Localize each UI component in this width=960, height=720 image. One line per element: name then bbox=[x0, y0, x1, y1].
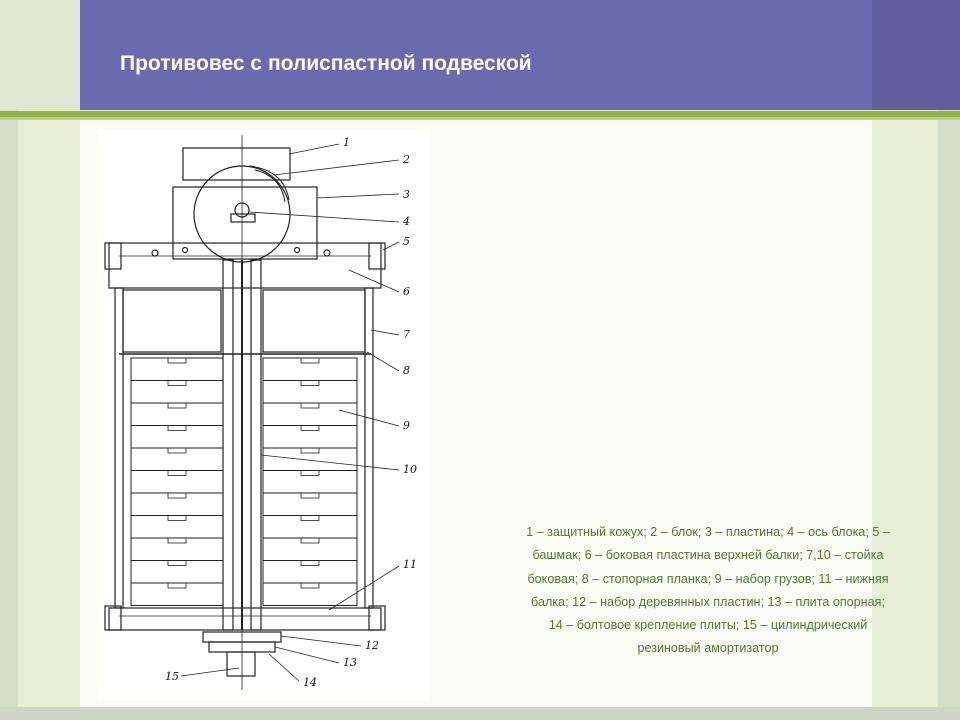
weight-plate-slot bbox=[168, 471, 186, 476]
weight-plate-slot bbox=[168, 583, 186, 588]
weight-plate bbox=[263, 426, 357, 449]
leader-line bbox=[261, 455, 399, 470]
leader-line bbox=[249, 212, 399, 222]
weight-plate bbox=[263, 471, 357, 494]
weight-plate bbox=[263, 403, 357, 426]
weight-plate-slot bbox=[168, 381, 186, 386]
weight-plate bbox=[131, 471, 223, 494]
diagram-label: 3 bbox=[403, 188, 410, 201]
weight-plate-slot bbox=[301, 538, 319, 543]
central-rod-left bbox=[223, 260, 233, 630]
weight-plate bbox=[263, 358, 357, 381]
diagram-label: 14 bbox=[303, 676, 317, 689]
leader-line bbox=[181, 668, 239, 676]
shoe-left-bottom bbox=[105, 606, 121, 630]
weight-plate bbox=[131, 561, 223, 584]
weight-plate bbox=[263, 538, 357, 561]
leader-line bbox=[371, 330, 399, 335]
weight-plate-slot bbox=[301, 358, 319, 363]
weight-plate-slot bbox=[168, 358, 186, 363]
diagram-label: 10 bbox=[403, 463, 417, 476]
header-left-block bbox=[0, 0, 80, 110]
leader-line bbox=[281, 636, 361, 646]
leader-line bbox=[367, 352, 399, 371]
weight-plate-slot bbox=[301, 381, 319, 386]
weight-plate bbox=[131, 403, 223, 426]
diagram-label: 1 bbox=[343, 136, 350, 149]
diagram-label: 13 bbox=[343, 656, 357, 669]
weight-plate-slot bbox=[301, 403, 319, 408]
diagram-label: 12 bbox=[365, 639, 379, 652]
diagram-label: 9 bbox=[403, 419, 410, 432]
diagram-legend-caption: 1 – защитный кожух; 2 – блок; 3 – пластина; 4 – ось блока; 5 – башмак; 6 – боковая пластина верхней балки; 7,10 – стойка боковая; 8 – стопорная планка; 9 – набор грузов; 11 – нижняя балка; 12 – набор деревянных пластин; 13 – плита опорная; 14 – болтовое крепление плиты; 15 – цилиндрический резиновый амортизатор bbox=[526, 525, 890, 656]
diagram-label: 2 bbox=[403, 153, 410, 166]
shoe-left-top bbox=[105, 243, 121, 269]
rubber-buffer bbox=[227, 652, 255, 676]
weight-plate bbox=[131, 583, 223, 606]
leader-line bbox=[275, 647, 339, 663]
shoe-right-bottom bbox=[369, 606, 385, 630]
upper-beam bbox=[109, 243, 381, 288]
weight-plate bbox=[131, 538, 223, 561]
header-right-block bbox=[872, 0, 960, 110]
leader-line bbox=[317, 194, 399, 198]
lower-beam bbox=[109, 608, 381, 630]
central-rod-right bbox=[251, 260, 261, 630]
diagram-label: 5 bbox=[403, 235, 410, 248]
leader-line bbox=[274, 160, 399, 175]
side-post-right bbox=[365, 288, 373, 608]
weight-plate-slot bbox=[301, 471, 319, 476]
weight-plate bbox=[263, 583, 357, 606]
weight-plate bbox=[131, 381, 223, 404]
diagram-label: 11 bbox=[403, 558, 417, 571]
leader-line bbox=[339, 410, 399, 426]
diagram-label: 4 bbox=[403, 215, 410, 228]
weight-plate-slot bbox=[168, 426, 186, 431]
leader-line bbox=[329, 566, 399, 610]
weight-plate-slot bbox=[168, 448, 186, 453]
weights-set-right bbox=[263, 358, 357, 606]
weight-plate bbox=[131, 426, 223, 449]
weight-plate-slot bbox=[301, 516, 319, 521]
weight-plate bbox=[131, 516, 223, 539]
shoe-right-top bbox=[369, 243, 385, 269]
weight-plate-slot bbox=[168, 538, 186, 543]
leader-line bbox=[349, 270, 399, 292]
weight-plate-slot bbox=[301, 493, 319, 498]
diagram-label: 6 bbox=[403, 285, 410, 298]
weight-plate-slot bbox=[168, 516, 186, 521]
weight-plate-slot bbox=[168, 561, 186, 566]
weight-plate bbox=[263, 493, 357, 516]
weight-plate-slot bbox=[301, 448, 319, 453]
protective-cover bbox=[183, 148, 290, 180]
diagram-label: 15 bbox=[165, 670, 179, 683]
slide-title: Противовес с полиспастной подвеской bbox=[120, 52, 532, 75]
weight-plate bbox=[263, 381, 357, 404]
side-post-left bbox=[115, 288, 123, 608]
leader-line bbox=[289, 144, 339, 154]
leader-line bbox=[269, 654, 299, 681]
counterweight-diagram bbox=[99, 130, 429, 700]
weight-plate bbox=[263, 561, 357, 584]
diagram-label: 8 bbox=[403, 364, 410, 377]
weight-plate bbox=[263, 516, 357, 539]
weight-plate-slot bbox=[301, 583, 319, 588]
weight-plate bbox=[131, 358, 223, 381]
weight-plate bbox=[131, 493, 223, 516]
weight-plate bbox=[263, 448, 357, 471]
bottom-band bbox=[0, 707, 960, 720]
weight-plate-slot bbox=[168, 493, 186, 498]
weight-plate bbox=[131, 448, 223, 471]
weight-plate-slot bbox=[301, 426, 319, 431]
weights-set-left bbox=[131, 358, 223, 606]
diagram-label: 7 bbox=[403, 328, 410, 341]
weight-plate-slot bbox=[168, 403, 186, 408]
weight-plate-slot bbox=[301, 561, 319, 566]
